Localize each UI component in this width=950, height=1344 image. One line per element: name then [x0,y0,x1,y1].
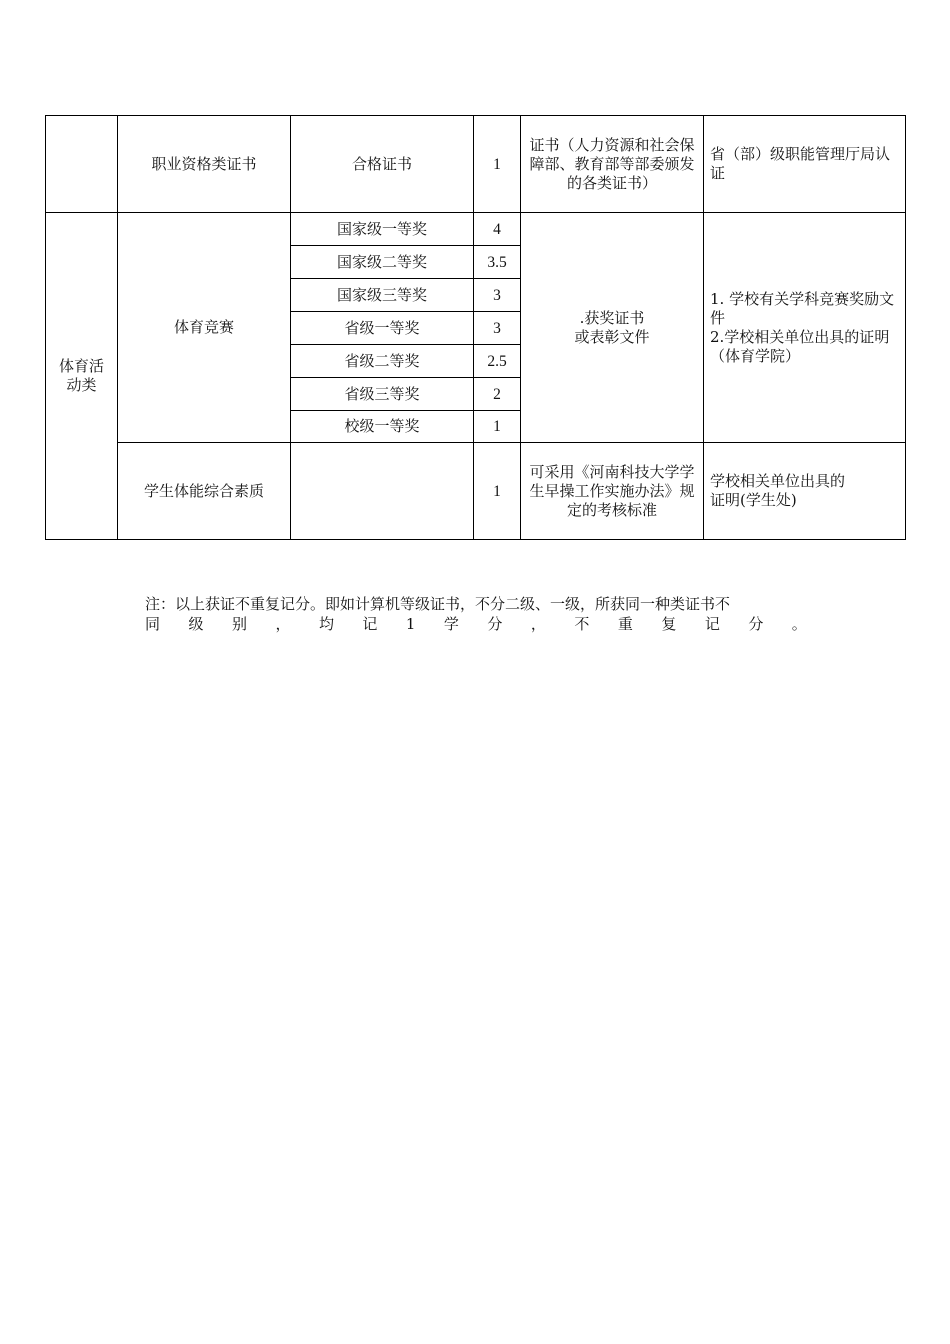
footnote-char: 级 [188,615,204,633]
item-cell: 学生体能综合素质 [118,443,291,540]
evidence-cell: 可采用《河南科技大学学生早操工作实施办法》规定的考核标准 [521,443,704,540]
evidence-cell-sports: .获奖证书 或表彰文件 [521,213,704,443]
footnote-char: 学 [443,615,459,633]
score-cell: 1 [474,116,521,213]
footnote-char: ， [530,615,546,633]
level-cell: 国家级三等奖 [291,279,474,312]
footnote-line-2 [145,614,807,634]
level-cell: 省级二等奖 [291,345,474,378]
score-cell: 3.5 [474,246,521,279]
footnote-char: 分 [487,615,503,633]
footnote-char: 记 [362,615,378,633]
score-cell: 2 [474,378,521,411]
level-cell: 校级一等奖 [291,411,474,443]
category-cell-sports: 体育活动类 [46,213,118,540]
level-cell: 国家级二等奖 [291,246,474,279]
table-row-certificate [46,116,906,213]
footnote-line-1: 注：以上获证不重复记分。即如计算机等级证书，不分二级、一级，所获同一种类证书不 [145,595,731,613]
footnote-char: 别 [231,615,247,633]
footnote-char: 不 [574,615,590,633]
score-cell: 1 [474,411,521,443]
table-row-sports-0 [46,213,906,246]
score-cell: 1 [474,443,521,540]
credit-table [45,115,906,540]
footnote-char: 1 [405,615,416,633]
authority-cell: 省（部）级职能管理厅局认证 [704,116,906,213]
authority-cell: 学校相关单位出具的 证明(学生处) [704,443,906,540]
level-cell: 合格证书 [291,116,474,213]
item-cell: 职业资格类证书 [118,116,291,213]
footnote-char: 均 [318,615,334,633]
footnote-char: 复 [661,615,677,633]
level-cell: 省级三等奖 [291,378,474,411]
footnote-char: 同 [145,615,161,633]
item-cell-sports: 体育竞赛 [118,213,291,443]
score-cell: 3 [474,312,521,345]
footnote-char: 记 [704,615,720,633]
level-cell: 国家级一等奖 [291,213,474,246]
score-cell: 4 [474,213,521,246]
score-cell: 3 [474,279,521,312]
score-cell: 2.5 [474,345,521,378]
category-cell [46,116,118,213]
evidence-cell: 证书（人力资源和社会保障部、教育部等部委颁发的各类证书） [521,116,704,213]
authority-cell-sports: 1. 学校有关学科竞赛奖励文件 2.学校相关单位出具的证明（体育学院） [704,213,906,443]
table-row-fitness [46,443,906,540]
level-cell: 省级一等奖 [291,312,474,345]
footnote-char: 重 [617,615,633,633]
footnote-char: 分 [748,615,764,633]
footnote-char: ， [275,615,291,633]
level-cell [291,443,474,540]
footnote [145,594,807,634]
footnote-char: 。 [791,615,807,633]
